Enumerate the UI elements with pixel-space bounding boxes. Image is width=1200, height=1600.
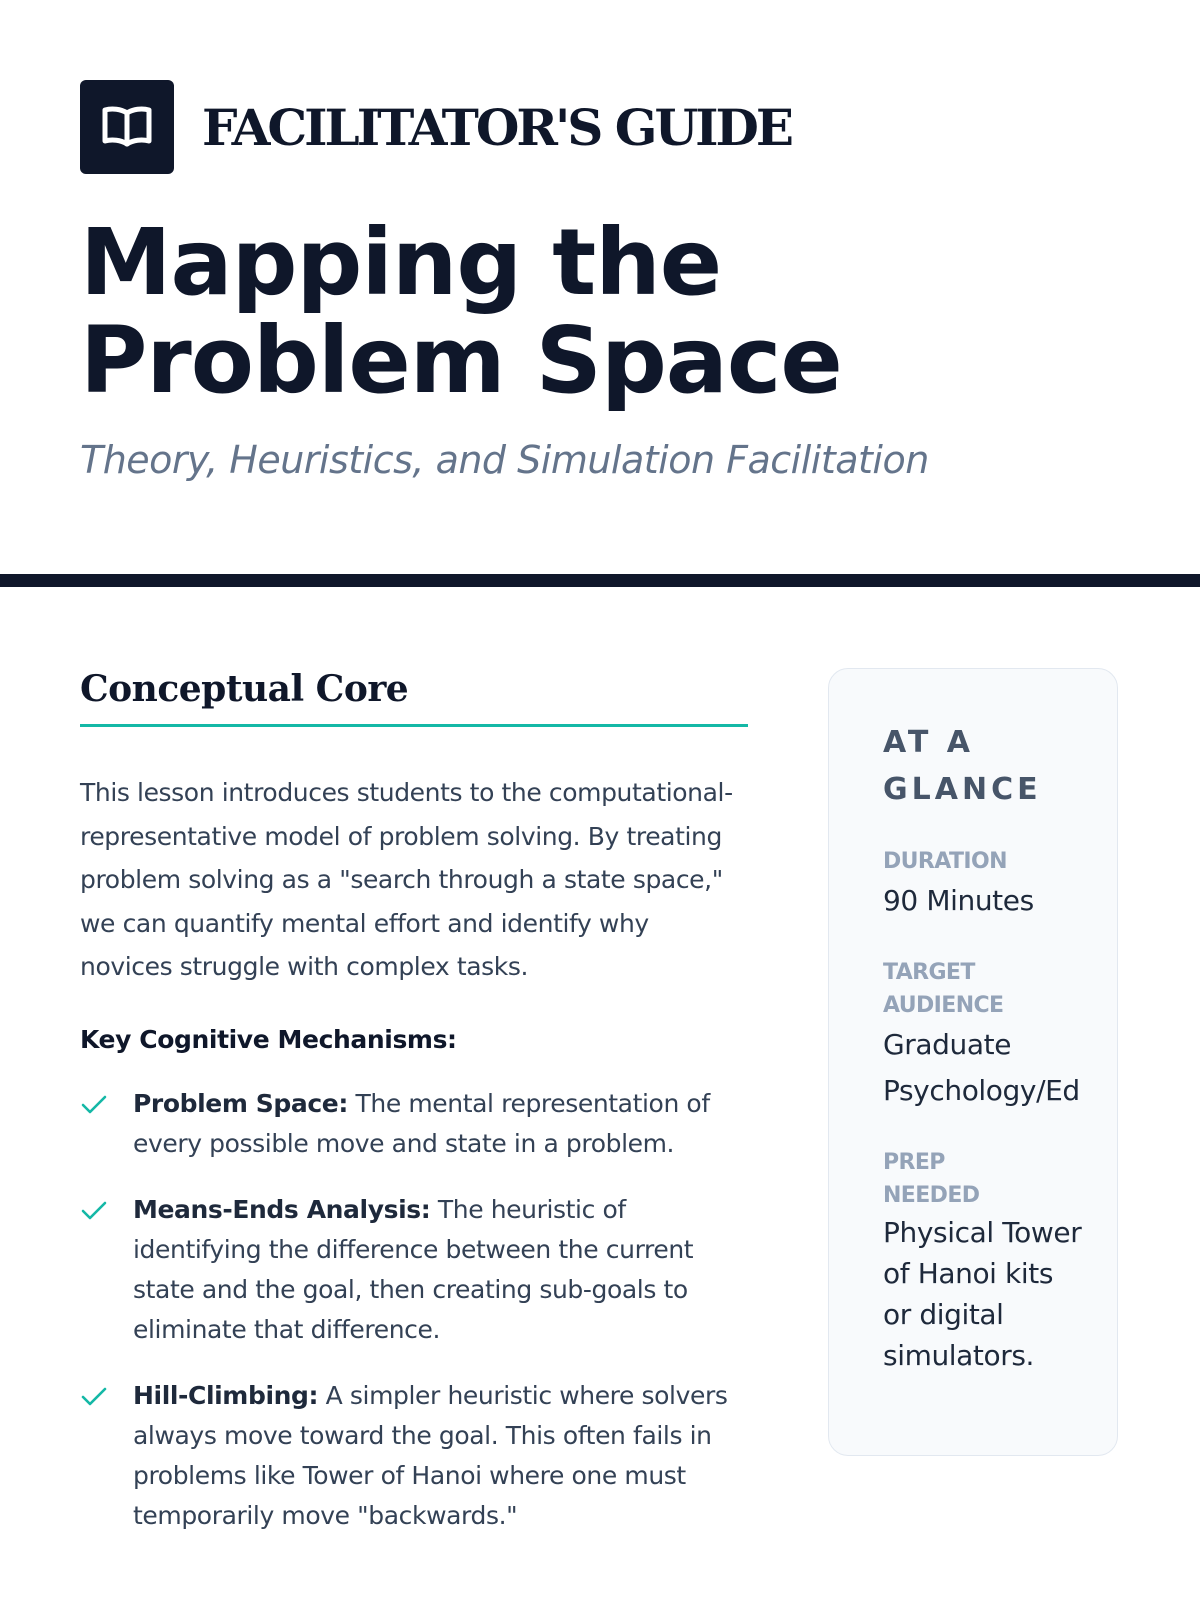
title-line-2: Problem Space xyxy=(80,307,842,414)
mechanism-text xyxy=(133,1376,748,1536)
header-divider xyxy=(0,574,1200,587)
sidebar-heading: AT A GLANCE xyxy=(883,725,1042,807)
page-subtitle: Theory, Heuristics, and Simulation Facilitation xyxy=(80,438,929,482)
audience-value: Graduate Psychology/Ed xyxy=(883,1028,1080,1107)
prep-label: PREP NEEDED xyxy=(883,1150,980,1208)
mechanism-text xyxy=(133,1190,748,1350)
list-item xyxy=(80,1084,748,1164)
conceptual-core-section xyxy=(80,668,748,1562)
mechanism-description: The mental representation of every possible move and state in a problem. xyxy=(133,1088,710,1158)
mechanism-description: A simpler heuristic where solvers always move toward the goal. This often fails in problems like Tower of Hanoi where one must temporarily move "backwards." xyxy=(133,1380,728,1530)
audience-label: TARGET AUDIENCE xyxy=(883,960,1004,1018)
title-line-1: Mapping the xyxy=(80,209,722,316)
list-item xyxy=(80,1376,748,1536)
mechanisms-list xyxy=(80,1084,748,1536)
check-icon xyxy=(80,1084,133,1164)
check-icon xyxy=(80,1376,133,1536)
brand-label: FACILITATOR'S GUIDE xyxy=(202,97,791,157)
section-title: Conceptual Core xyxy=(80,668,748,727)
open-book-icon xyxy=(80,80,174,174)
duration-value: 90 Minutes xyxy=(883,884,1034,917)
page-title xyxy=(80,209,1120,414)
mechanism-text xyxy=(133,1084,748,1164)
list-item xyxy=(80,1190,748,1350)
at-a-glance-panel xyxy=(828,668,1118,1456)
check-icon xyxy=(80,1190,133,1350)
mechanism-term: Problem Space: xyxy=(133,1088,348,1118)
prep-value: Physical Tower of Hanoi kits or digital simulators. xyxy=(883,1216,1082,1372)
mechanism-term: Means-Ends Analysis: xyxy=(133,1194,431,1224)
brand xyxy=(80,80,1120,174)
page-header xyxy=(80,80,1120,482)
intro-paragraph: This lesson introduces students to the computational-representative model of problem solving. By treating problem solving as a "search through a state space," we can quantify mental effort and identify why novices struggle with complex tasks. xyxy=(80,778,733,981)
mechanism-term: Hill-Climbing: xyxy=(133,1380,319,1410)
mechanism-description: The heuristic of identifying the difference between the current state and the goal, then creating sub-goals to eliminate that difference. xyxy=(133,1194,694,1344)
duration-label: DURATION xyxy=(883,849,1007,874)
mechanisms-heading: Key Cognitive Mechanisms: xyxy=(80,1024,457,1054)
